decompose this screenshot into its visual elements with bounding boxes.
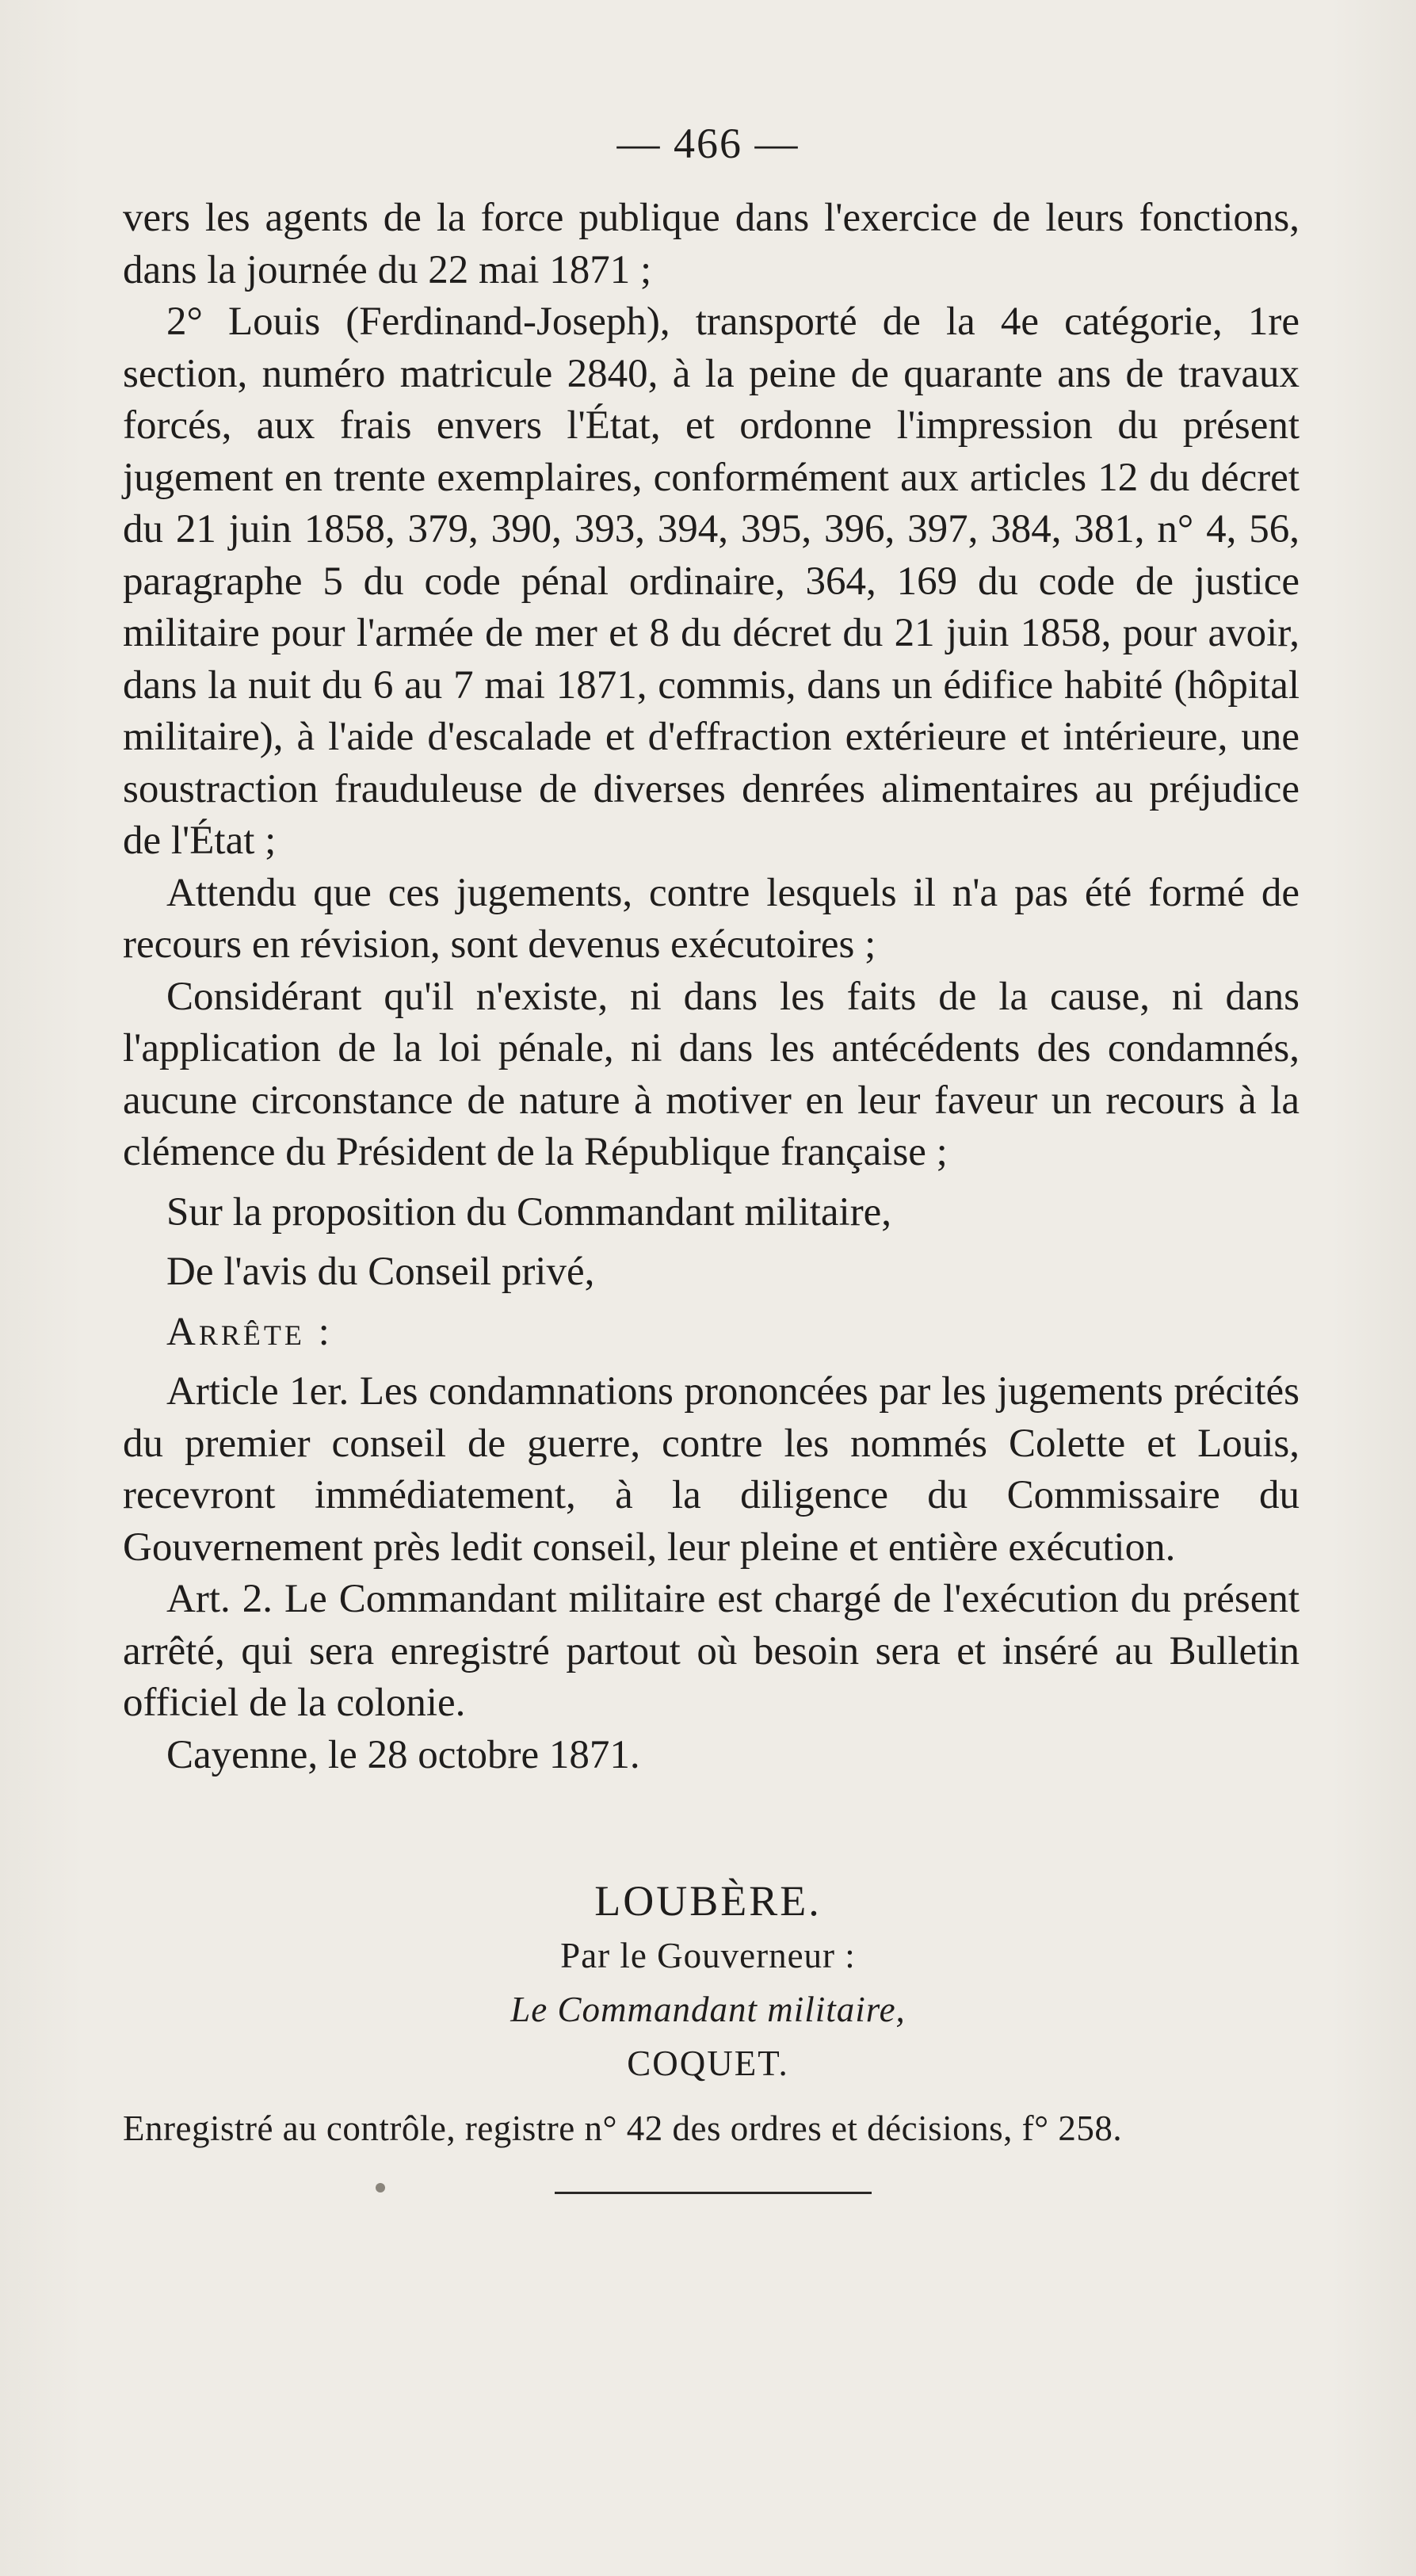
paragraph: Considérant qu'il n'existe, ni dans les faits de la cause, ni dans l'application de la loi pénale, ni dans les antécédents des condamnés, aucune circonstance de nature à motiver en leur faveur un recours à la clémence du Président de la République française ; <box>123 974 1300 1174</box>
signatory-name: LOUBÈRE. <box>594 1877 822 1925</box>
paragraph: De l'avis du Conseil privé, <box>166 1250 595 1294</box>
closing-rule <box>555 2192 872 2194</box>
paragraph: vers les agents de la force publique dans l'exercice de leurs fonctions, dans la journée du 22 mai 1871 ; <box>123 196 1300 292</box>
paragraph: Attendu que ces jugements, contre lesquels il n'a pas été formé de recours en révision, sont devenus exécutoires ; <box>123 870 1300 967</box>
document-body <box>123 193 1300 1781</box>
paragraph: 2° Louis (Ferdinand-Joseph), transporté de la 4e catégorie, 1re section, numéro matricule 2840, à la peine de quarante ans de travaux forcés, aux frais envers l'État, et ordonne l'impression du présent jugement en trente exemplaires, conformément aux articles 12 du décret du 21 juin 1858, 379, 390, 393, 394, 395, 396, 397, 384, 381, n° 4, 56, paragraphe 5 du code pénal ordinaire, 364, 169 du code de justice militaire pour l'armée de mer et 8 du décret du 21 juin 1858, pour avoir, dans la nuit du 6 au 7 mai 1871, commis, dans un édifice habité (hôpital militaire), à l'aide d'escalade et d'effraction extérieure et intérieure, une soustraction frauduleuse de diverses denrées alimentaires au préjudice de l'État ; <box>123 300 1300 863</box>
decree-heading: Arrête : <box>166 1309 333 1354</box>
signatory-role: Le Commandant militaire, <box>510 1990 906 2029</box>
paragraph: Sur la proposition du Commandant militaire, <box>166 1189 892 1235</box>
ink-spot <box>376 2183 385 2192</box>
signatory-by: Par le Gouverneur : <box>560 1936 856 1975</box>
paragraph: Article 1er. Les condamnations prononcées par les jugements précités du premier conseil de guerre, contre les nommés Colette et Louis, recevront immédiatement, à la diligence du Commissaire du Gouvernement près ledit conseil, leur pleine et entière exécution. <box>123 1369 1300 1570</box>
registration-note: Enregistré au contrôle, registre n° 42 des ordres et décisions, f° 258. <box>123 2109 1123 2148</box>
page-number: — 466 — <box>616 120 800 167</box>
dateline: Cayenne, le 28 octobre 1871. <box>166 1732 640 1777</box>
paragraph: Art. 2. Le Commandant militaire est chargé de l'exécution du présent arrêté, qui sera enregistré partout où besoin sera et inséré au Bulletin officiel de la colonie. <box>123 1577 1300 1725</box>
countersignatory: COQUET. <box>627 2044 789 2083</box>
